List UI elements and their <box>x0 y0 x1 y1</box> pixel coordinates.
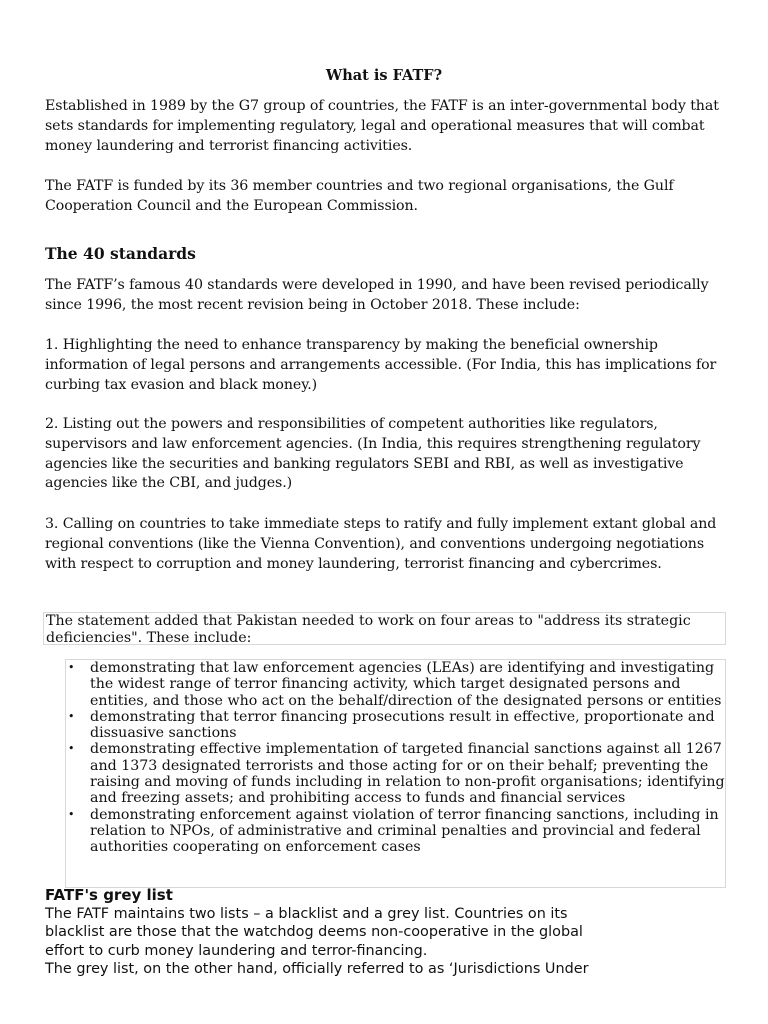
intro-paragraph-2: The FATF is funded by its 36 member countries and two regional organisations, the Gulf Cooperation Council and the European Commission. <box>45 178 674 214</box>
list-item-text: demonstrating enforcement against violation of terror financing sanctions, including in relation to NPOs, of administrative and criminal penalties and provincial and federal authorities cooperating on enforcement cases <box>90 806 719 856</box>
deficiencies-list <box>66 660 725 856</box>
grey-list-line: The grey list, on the other hand, officially referred to as ‘Jurisdictions Under <box>45 960 589 977</box>
grey-list-line: blacklist are those that the watchdog deems non-cooperative in the global <box>45 924 583 941</box>
standard-item-3: 3. Calling on countries to take immediate steps to ratify and fully implement extant global and regional conventions (like the Vienna Convention), and conventions undergoing negotiations with respect to corruption and money laundering, terrorist financing and cybercrimes. <box>45 516 717 572</box>
grey-list-paragraph <box>45 905 745 978</box>
bullet-icon: • <box>68 661 75 674</box>
bullet-icon: • <box>68 709 75 723</box>
deficiencies-list-box <box>65 659 726 888</box>
list-item-text: demonstrating that law enforcement agencies (LEAs) are identifying and investigating the widest range of terror financing activity, which target designated persons and entities, and those who act on the behalf/direction of the designated persons or entities <box>90 660 722 709</box>
standard-item-1: 1. Highlighting the need to enhance transparency by making the beneficial ownership information of legal persons and arrangements accessible. (For India, this has implications for curbing tax evasion and black money.) <box>45 337 717 393</box>
grey-list-line: The FATF maintains two lists – a blacklist and a grey list. Countries on its <box>45 906 568 922</box>
standard-item-2: 2. Listing out the powers and responsibilities of competent authorities like regulators, supervisors and law enforcement agencies. (In India, this requires strengthening regulatory agencies like the securities and banking regulators SEBI and RBI, as well as investigative agencies like the CBI, and judges.) <box>45 416 701 492</box>
grey-list-line: effort to curb money laundering and terror-financing. <box>45 942 428 959</box>
statement-box: The statement added that Pakistan needed to work on four areas to "address its strategic deficiencies". These include: <box>43 612 726 645</box>
list-item <box>66 709 725 742</box>
page-title: What is FATF? <box>325 67 443 84</box>
intro-paragraph-1: Established in 1989 by the G7 group of countries, the FATF is an inter-governmental body that sets standards for implementing regulatory, legal and operational measures that will combat money laundering and terrorist financing activities. <box>45 98 719 154</box>
bullet-icon: • <box>68 807 75 821</box>
standards-heading: The 40 standards <box>45 244 196 263</box>
list-item-text: demonstrating that terror financing prosecutions result in effective, proportionate and dissuasive sanctions <box>90 708 715 742</box>
grey-list-heading: FATF's grey list <box>45 886 173 904</box>
list-item <box>66 660 725 709</box>
bullet-icon: • <box>68 742 75 756</box>
list-item <box>66 741 725 806</box>
list-item <box>66 807 725 856</box>
standards-intro-paragraph: The FATF’s famous 40 standards were developed in 1990, and have been revised periodically since 1996, the most recent revision being in October 2018. These include: <box>45 277 709 313</box>
list-item-text: demonstrating effective implementation of targeted financial sanctions against all 1267 and 1373 designated terrorists and those acting for or on their behalf; preventing the raising and moving of funds including in relation to non-profit organisations; identifying and freezing assets; and prohibiting access to funds and financial services <box>90 741 725 807</box>
